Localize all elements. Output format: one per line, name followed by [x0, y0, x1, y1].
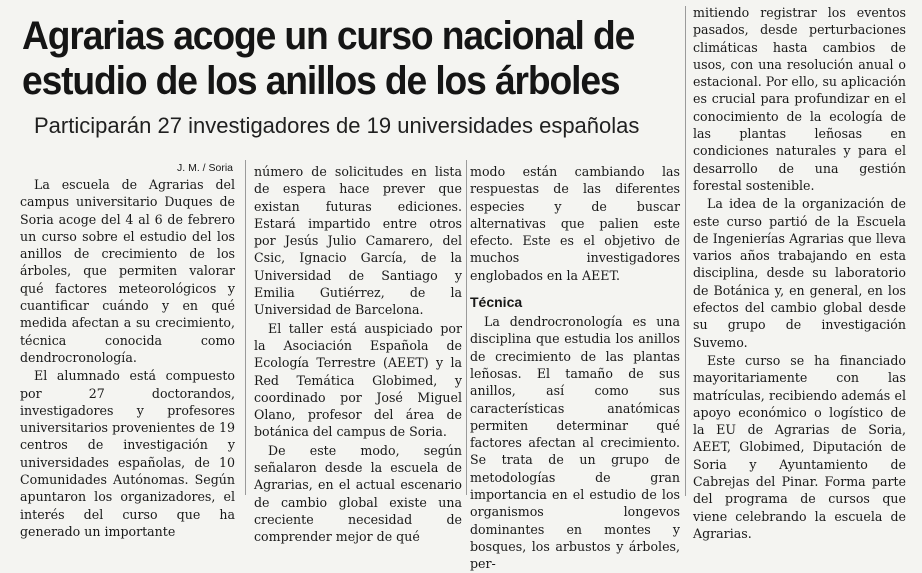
headline-line-1: Agrarias acoge un curso nacional de	[22, 14, 635, 58]
paragraph: El alumnado está compuesto por 27 doctorandos, investigadores y profesores universitarios provenientes de 19 centros de investigación y universidades españolas, de 10 Comunidades Autónomas. Según apuntaron los organizadores, el interés del curso que ha generado un importante	[20, 368, 235, 539]
column-divider	[245, 160, 246, 495]
paragraph: La escuela de Agrarias del campus universitario Duques de Soria acoge del 4 al 6 de febrero un curso sobre el estudio del los anillos de crecimiento de los árboles, que permiten valorar qué factores meteorológicos y cuantificar cuándo y en qué medida afectan a su crecimiento, técnica conocida como dendrocronología.	[20, 177, 235, 365]
paragraph: modo están cambiando las respuestas de las diferentes especies y de buscar alternativas que palien este efecto. Este es el objetivo de muchos investigadores englobados en la AEET.	[470, 164, 680, 283]
article-subtitle: Participarán 27 investigadores de 19 universidades españolas	[34, 113, 640, 138]
text-column-3	[470, 163, 680, 573]
text-column-2	[254, 163, 462, 546]
headline-line-2: estudio de los anillos de los árboles	[22, 59, 620, 103]
column-divider	[466, 160, 467, 495]
paragraph: La idea de la organización de este curso partió de la Escuela de Ingenierías Agrarias que lleva varios años trabajando en esta disciplina, desde su laboratorio de Botánica y, en general, en los efectos del cambio global desde su grupo de investigación Suvemo.	[693, 196, 906, 350]
text-column-4	[693, 4, 906, 542]
article-headline	[22, 14, 636, 104]
byline: J. M. / Soria	[176, 162, 233, 174]
text-column-1	[20, 160, 235, 540]
paragraph: De este modo, según señalaron desde la escuela de Agrarias, en el actual escenario de cambio global existe una creciente necesidad de comprender mejor de qué	[254, 442, 462, 545]
paragraph: mitiendo registrar los eventos pasados, desde perturbaciones climáticas hasta cambios de usos, con una resolución anual o estacional. Por ello, su aplicación es crucial para profundizar en el conocimiento de la ecología de las plantas leñosas en condiciones naturales y para el desarrollo de una gestión forestal sostenible.	[693, 5, 907, 193]
column-divider	[685, 6, 686, 496]
paragraph: El taller está auspiciado por la Asociación Española de Ecología Terrestre (AEET) y la Red Temática Globimed, y coordinado por José Miguel Olano, profesor del área de botánica del campus de Soria.	[254, 320, 462, 440]
paragraph: número de solicitudes en lista de espera hace prever que existan futuras ediciones. Estará impartido entre otros por Jesús Julio Camarero, del Csic, Ignacio García, de la Universidad de Santiago y Emilia Gutiérrez, de la Universidad de Barcelona.	[254, 164, 462, 318]
paragraph: Este curso se ha financiado mayoritariamente con las matrículas, recibiendo además el apoyo económico o logístico de la EU de Agrarias de Soria, AEET, Globimed, Diputación de Soria y Ayuntamiento de Cabrejas del Pinar. Forma parte del programa de cursos que viene celebrando la escuela de Agrarias.	[693, 352, 906, 541]
paragraph: La dendrocronología es una disciplina que estudia los anillos de crecimiento de las plantas leñosas. El tamaño de sus anillos, así como sus características anatómicas permiten determinar qué factores afectan al crecimiento. Se trata de un grupo de metodologías de gran importancia en el estudio de los organismos longevos dominantes en montes y bosques, los arbustos y árboles, per-	[470, 314, 680, 572]
section-heading: Técnica	[470, 294, 523, 311]
